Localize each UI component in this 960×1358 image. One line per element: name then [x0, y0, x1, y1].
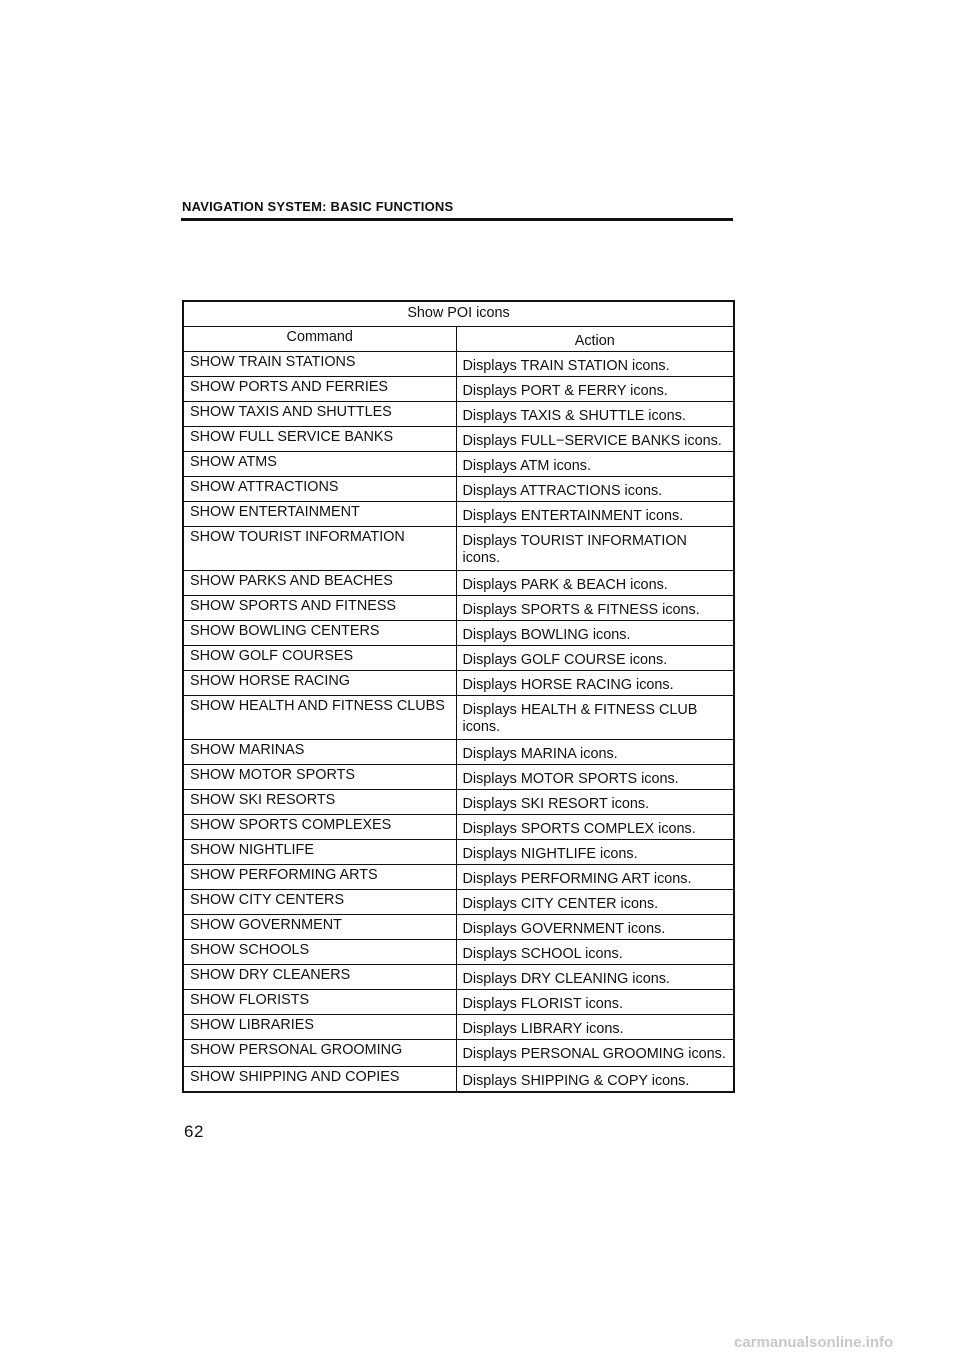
table-row	[183, 571, 734, 596]
action-cell: Displays GOLF COURSE icons.	[456, 646, 734, 671]
table-row	[183, 965, 734, 990]
table-row	[183, 502, 734, 527]
table-body	[183, 352, 734, 1093]
table-title: Show POI icons	[407, 305, 510, 321]
action-cell: Displays ENTERTAINMENT icons.	[456, 502, 734, 527]
action-cell: Displays LIBRARY icons.	[456, 1015, 734, 1040]
watermark: carmanualsonline.info	[734, 1334, 894, 1351]
action-cell: Displays BOWLING icons.	[456, 621, 734, 646]
action-cell: Displays ATM icons.	[456, 452, 734, 477]
table-row	[183, 352, 734, 377]
table-row	[183, 527, 734, 571]
table-row	[183, 815, 734, 840]
command-cell: SHOW SKI RESORTS	[183, 790, 456, 815]
action-cell: Displays PARK & BEACH icons.	[456, 571, 734, 596]
table-row	[183, 1015, 734, 1040]
command-cell: SHOW HORSE RACING	[183, 671, 456, 696]
command-cell: SHOW HEALTH AND FITNESS CLUBS	[183, 696, 456, 740]
table-row	[183, 477, 734, 502]
action-cell: Displays HORSE RACING icons.	[456, 671, 734, 696]
command-cell: SHOW TAXIS AND SHUTTLES	[183, 402, 456, 427]
command-cell: SHOW LIBRARIES	[183, 1015, 456, 1040]
action-cell: Displays FLORIST icons.	[456, 990, 734, 1015]
column-header-command: Command	[183, 327, 456, 352]
command-cell: SHOW BOWLING CENTERS	[183, 621, 456, 646]
table-row	[183, 596, 734, 621]
table-row	[183, 646, 734, 671]
table-row	[183, 765, 734, 790]
command-cell: SHOW ATMS	[183, 452, 456, 477]
action-cell: Displays PERSONAL GROOMING icons.	[456, 1040, 734, 1067]
command-cell: SHOW SPORTS AND FITNESS	[183, 596, 456, 621]
action-cell: Displays DRY CLEANING icons.	[456, 965, 734, 990]
action-cell: Displays TAXIS & SHUTTLE icons.	[456, 402, 734, 427]
action-cell: Displays ATTRACTIONS icons.	[456, 477, 734, 502]
table-header-row	[183, 327, 734, 352]
table-row	[183, 402, 734, 427]
command-cell: SHOW MARINAS	[183, 740, 456, 765]
command-cell: SHOW NIGHTLIFE	[183, 840, 456, 865]
table-row	[183, 790, 734, 815]
action-cell: Displays PORT & FERRY icons.	[456, 377, 734, 402]
table-row	[183, 740, 734, 765]
table-row	[183, 940, 734, 965]
action-cell: Displays MOTOR SPORTS icons.	[456, 765, 734, 790]
action-cell: Displays PERFORMING ART icons.	[456, 865, 734, 890]
header-rule	[181, 218, 733, 221]
action-cell: Displays TRAIN STATION icons.	[456, 352, 734, 377]
command-cell: SHOW SHIPPING AND COPIES	[183, 1067, 456, 1093]
table-row	[183, 1040, 734, 1067]
table-row	[183, 990, 734, 1015]
command-cell: SHOW FULL SERVICE BANKS	[183, 427, 456, 452]
action-cell: Displays NIGHTLIFE icons.	[456, 840, 734, 865]
command-cell: SHOW TOURIST INFORMATION	[183, 527, 456, 571]
table-row	[183, 840, 734, 865]
action-cell: Displays SHIPPING & COPY icons.	[456, 1067, 734, 1093]
command-cell: SHOW PERFORMING ARTS	[183, 865, 456, 890]
action-cell: Displays MARINA icons.	[456, 740, 734, 765]
command-cell: SHOW GOVERNMENT	[183, 915, 456, 940]
action-cell: Displays SCHOOL icons.	[456, 940, 734, 965]
action-cell: Displays SKI RESORT icons.	[456, 790, 734, 815]
table-row	[183, 427, 734, 452]
table-row	[183, 865, 734, 890]
table-row	[183, 915, 734, 940]
table-row	[183, 621, 734, 646]
command-cell: SHOW ENTERTAINMENT	[183, 502, 456, 527]
page-number: 62	[184, 1122, 204, 1141]
command-cell: SHOW CITY CENTERS	[183, 890, 456, 915]
command-cell: SHOW PARKS AND BEACHES	[183, 571, 456, 596]
table-row	[183, 890, 734, 915]
command-cell: SHOW PERSONAL GROOMING	[183, 1040, 456, 1067]
command-cell: SHOW DRY CLEANERS	[183, 965, 456, 990]
table-row	[183, 696, 734, 740]
action-cell: Displays HEALTH & FITNESS CLUB icons.	[456, 696, 734, 740]
command-cell: SHOW GOLF COURSES	[183, 646, 456, 671]
action-cell: Displays GOVERNMENT icons.	[456, 915, 734, 940]
command-cell: SHOW SCHOOLS	[183, 940, 456, 965]
action-cell: Displays FULL−SERVICE BANKS icons.	[456, 427, 734, 452]
section-header: NAVIGATION SYSTEM: BASIC FUNCTIONS	[182, 199, 454, 214]
action-cell: Displays CITY CENTER icons.	[456, 890, 734, 915]
table-row	[183, 671, 734, 696]
table-row	[183, 1067, 734, 1093]
command-cell: SHOW FLORISTS	[183, 990, 456, 1015]
command-cell: SHOW SPORTS COMPLEXES	[183, 815, 456, 840]
command-cell: SHOW MOTOR SPORTS	[183, 765, 456, 790]
action-cell: Displays TOURIST INFORMATION icons.	[456, 527, 734, 571]
action-cell: Displays SPORTS COMPLEX icons.	[456, 815, 734, 840]
table-row	[183, 452, 734, 477]
table-row	[183, 377, 734, 402]
action-cell: Displays SPORTS & FITNESS icons.	[456, 596, 734, 621]
command-cell: SHOW ATTRACTIONS	[183, 477, 456, 502]
poi-table	[182, 300, 735, 1093]
table-title-row	[183, 301, 734, 327]
command-cell: SHOW TRAIN STATIONS	[183, 352, 456, 377]
column-header-action: Action	[456, 327, 734, 352]
command-cell: SHOW PORTS AND FERRIES	[183, 377, 456, 402]
